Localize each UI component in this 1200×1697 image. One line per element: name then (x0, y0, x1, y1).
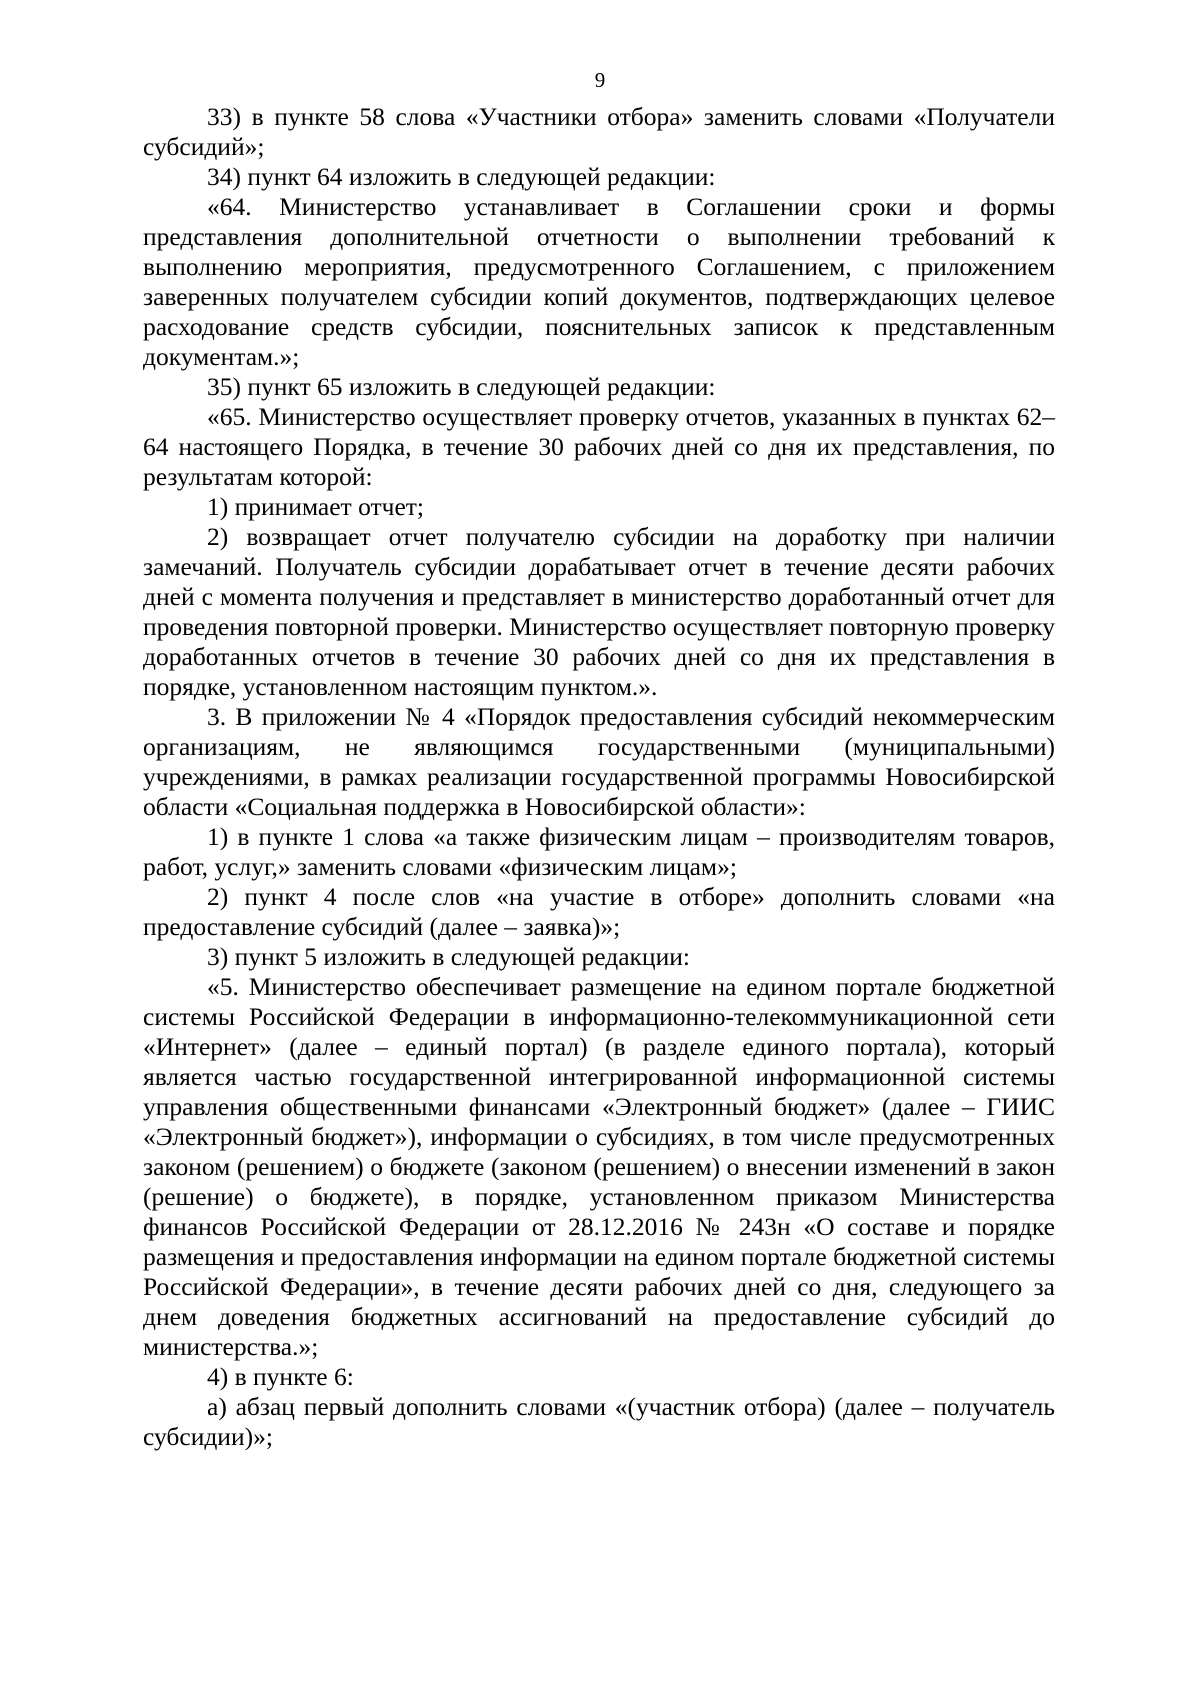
paragraph-sub-a: а) абзац первый дополнить словами «(участник отбора) (далее – получатель субсидии)»; (143, 1392, 1055, 1451)
paragraph-point-64: «64. Министерство устанавливает в Соглашении сроки и формы представления дополнительной отчетности о выполнении требований к выполнению мероприятия, предусмотренного Соглашением, с приложением заверенных получателем субсидии копий документов, подтверждающих целевое расходование средств субсидии, пояснительных записок к представленным документам.»; (143, 192, 1055, 371)
paragraph-sub-4-point-6: 4) в пункте 6: (207, 1362, 354, 1391)
paragraph-item-33: 33) в пункте 58 слова «Участники отбора» заменить словами «Получатели субсидий»; (143, 102, 1055, 161)
document-body (143, 102, 1055, 1452)
page-number: 9 (594, 68, 606, 92)
paragraph-sub-2: 2) возвращает отчет получателю субсидии на доработку при наличии замечаний. Получатель субсидии дорабатывает отчет в течение десяти рабочих дней с момента получения и представляет в министерство доработанный отчет для проведения повторной проверки. Министерство осуществляет повторную проверку доработанных отчетов в течение 30 рабочих дней со дня их представления в порядке, установленном настоящим пунктом.». (143, 522, 1055, 701)
paragraph-item-34: 34) пункт 64 изложить в следующей редакции: (207, 162, 716, 191)
paragraph-point-65: «65. Министерство осуществляет проверку отчетов, указанных в пунктах 62–64 настоящего Порядка, в течение 30 рабочих дней со дня их представления, по результатам которой: (143, 402, 1055, 491)
paragraph-sub-1: 1) принимает отчет; (207, 492, 424, 521)
paragraph-sub-3-point-5: 3) пункт 5 изложить в следующей редакции: (207, 942, 690, 971)
paragraph-sub-1-point-1: 1) в пункте 1 слова «а также физическим лицам – производителям товаров, работ, услуг,» заменить словами «физическим лицам»; (143, 822, 1055, 881)
paragraph-sub-2-point-4: 2) пункт 4 после слов «на участие в отборе» дополнить словами «на предоставление субсидий (далее – заявка)»; (143, 882, 1055, 941)
paragraph-section-3: 3. В приложении № 4 «Порядок предоставления субсидий некоммерческим организациям, не являющимся государственными (муниципальными) учреждениями, в рамках реализации государственной программы Новосибирской области «Социальная поддержка в Новосибирской области»: (143, 702, 1055, 821)
paragraph-item-35: 35) пункт 65 изложить в следующей редакции: (207, 372, 716, 401)
paragraph-point-5-text: «5. Министерство обеспечивает размещение на едином портале бюджетной системы Российской Федерации в информационно-телекоммуникационной сети «Интернет» (далее – единый портал) (в разделе единого портала), который является частью государственной интегрированной информационной системы управления общественными финансами «Электронный бюджет» (далее – ГИИС «Электронный бюджет»), информации о субсидиях, в том числе предусмотренных законом (решением) о бюджете (законом (решением) о внесении изменений в закон (решение) о бюджете), в порядке, установленном приказом Министерства финансов Российской Федерации от 28.12.2016 № 243н «О составе и порядке размещения и предоставления информации на едином портале бюджетной системы Российской Федерации», в течение десяти рабочих дней со дня, следующего за днем доведения бюджетных ассигнований на предоставление субсидий до министерства.»; (143, 972, 1055, 1361)
